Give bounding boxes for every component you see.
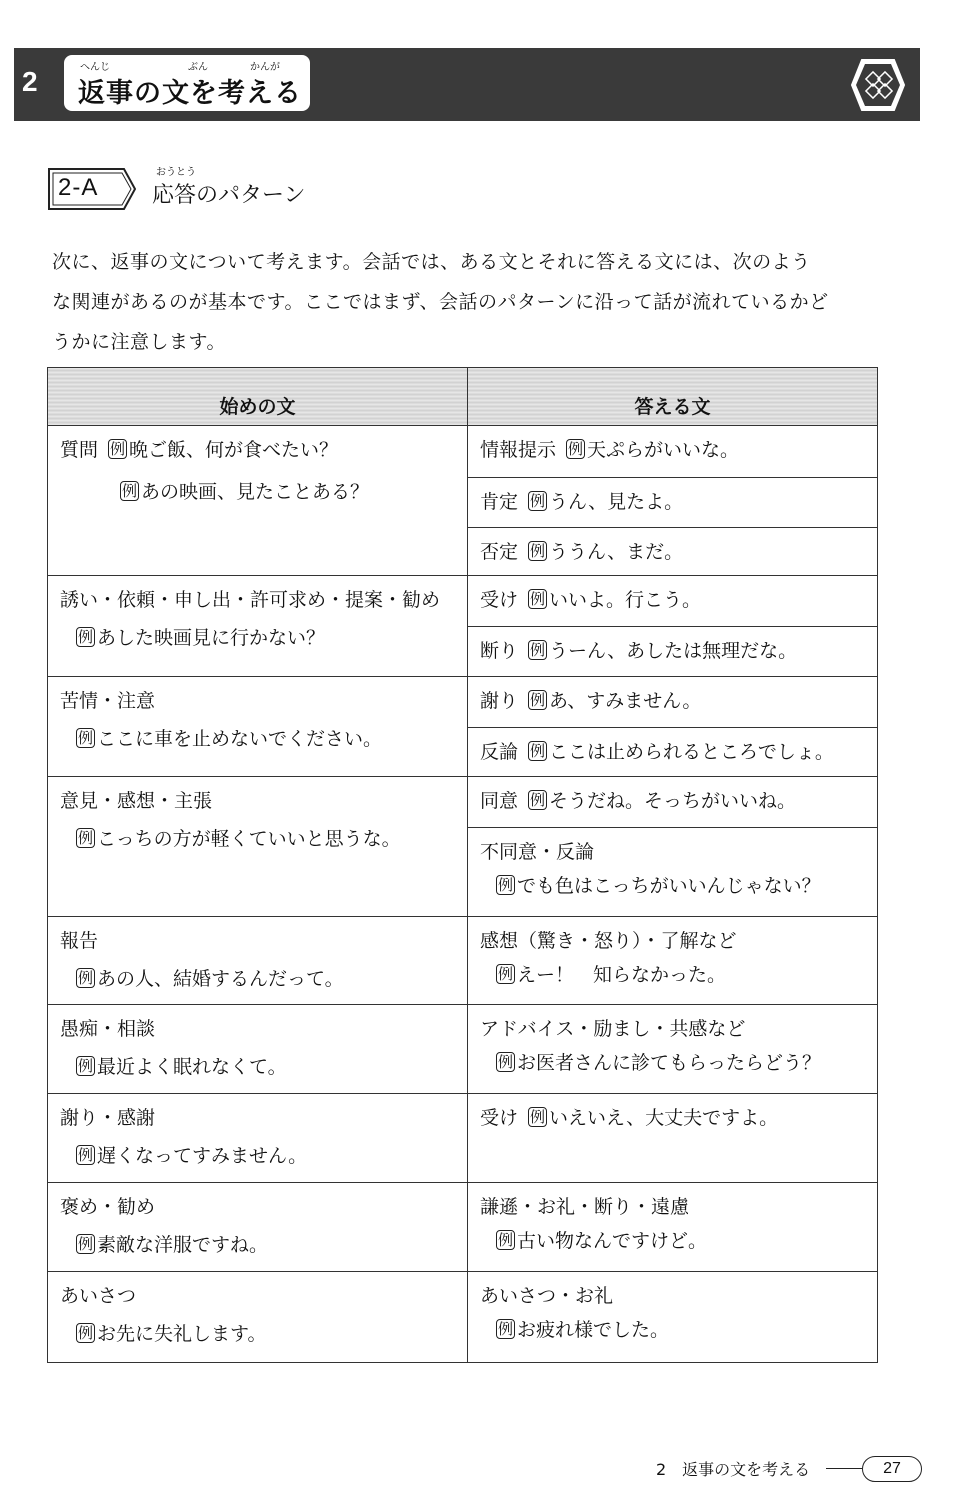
response-sentence-cell: [468, 1005, 878, 1094]
example-text: こっちの方が軽くていいと思うな。: [97, 828, 401, 850]
left-column-content: [48, 917, 467, 1004]
section-title: 応答のパターン: [152, 183, 306, 208]
right-cell: [468, 777, 877, 827]
example-sentence: [108, 439, 338, 461]
example-mark-icon: 例: [498, 876, 514, 894]
example-text: 遅くなってすみません。: [97, 1145, 308, 1167]
opening-sentence-cell: [48, 917, 468, 1005]
page-number: 27: [862, 1456, 922, 1482]
example-sentence: [528, 541, 683, 563]
example-sentence: [566, 439, 739, 461]
example-sentence: [528, 589, 701, 611]
example-text: あ、すみません。: [549, 690, 702, 712]
example-sentence: [76, 626, 457, 650]
category-label: 愚痴・相談: [60, 1018, 156, 1040]
chapter-number: 2: [22, 66, 38, 97]
left-column-content: [48, 1094, 467, 1182]
example-text: あの映画、見たことある？: [141, 481, 370, 503]
category-label: 情報提示: [480, 439, 557, 461]
category-label: 感想（驚き・怒り）・了解など: [480, 930, 737, 952]
right-cell: [468, 477, 877, 527]
example-text: ううん、まだ。: [549, 541, 684, 563]
example-sentence: [76, 1322, 457, 1346]
table-body: [48, 426, 878, 1363]
left-cell: [48, 1183, 467, 1267]
example-text: うーん、あしたは無理だな。: [549, 640, 798, 662]
table-row: [48, 1005, 878, 1094]
example-sentence: [528, 1107, 778, 1129]
example-text: そうだね。そっちがいいね。: [549, 790, 797, 812]
left-column-content: [48, 576, 467, 676]
right-cell: [468, 576, 877, 626]
header-response-sentence: 答える文: [468, 368, 878, 426]
example-sentence: [76, 1144, 457, 1168]
category-label: 謝り・感謝: [60, 1107, 156, 1129]
left-column-content: [48, 777, 467, 916]
right-cell: [468, 727, 877, 776]
footer-rule: [826, 1468, 862, 1469]
left-cell: [48, 1094, 467, 1178]
category-label: 肯定: [480, 491, 519, 513]
example-sentence: [528, 790, 796, 812]
example-mark-icon: 例: [78, 1235, 94, 1253]
example-text: お医者さんに診てもらったらどう？: [517, 1052, 822, 1074]
left-column-content: [48, 426, 467, 575]
category-label: 誘い・依頼・申し出・許可求め・提案・勧め: [60, 589, 441, 611]
category-label: 報告: [60, 930, 99, 952]
example-mark-icon: 例: [498, 1053, 514, 1071]
example-text: 最近よく眠れなくて。: [97, 1056, 287, 1078]
example-text: 古い物なんですけど。: [517, 1230, 708, 1252]
opening-sentence-cell: [48, 677, 468, 777]
example-sentence: [496, 963, 867, 987]
left-cell: [48, 1272, 467, 1356]
example-mark-icon: 例: [530, 791, 546, 809]
knot-emblem-icon: [838, 52, 918, 118]
example-text: あの人、結婚するんだって。: [97, 968, 344, 990]
example-text: 素敵な洋服ですね。: [97, 1234, 269, 1256]
left-cell: [48, 576, 467, 660]
section-tag: 2-A: [58, 174, 99, 201]
opening-sentence-cell: [48, 426, 468, 576]
example-text: ここは止められるところでしょ。: [549, 741, 834, 763]
example-mark-icon: 例: [530, 641, 546, 659]
intro-line: な関連があるのが基本です。ここではまず、会話のパターンに沿って話が流れているかど: [52, 291, 829, 313]
example-text: お先に失礼します。: [97, 1323, 267, 1345]
category-label: 褒め・勧め: [60, 1196, 156, 1218]
response-sentence-cell: [468, 1272, 878, 1363]
category-label: 謙遜・お礼・断り・遠慮: [480, 1196, 690, 1218]
category-label: 質問: [60, 439, 99, 461]
table-row: [48, 576, 878, 677]
example-text: うん、見たよ。: [549, 491, 684, 513]
ruby-henji: へんじ: [80, 62, 110, 73]
category-label: 否定: [480, 541, 519, 563]
table-row: [48, 677, 878, 777]
table-row: [48, 1272, 878, 1363]
example-mark-icon: 例: [110, 440, 126, 458]
right-cell: [468, 827, 877, 916]
left-cell: [48, 426, 467, 472]
example-sentence: [496, 874, 867, 898]
example-text: ここに車を止めないでください。: [97, 728, 383, 750]
table-row: [48, 1183, 878, 1272]
category-label: 反論: [480, 741, 519, 763]
category-label: あいさつ: [60, 1285, 137, 1307]
table-row: [48, 777, 878, 917]
example-mark-icon: 例: [498, 1231, 514, 1249]
opening-sentence-cell: [48, 576, 468, 677]
example-sentence: [76, 727, 457, 751]
left-cell: [48, 917, 467, 1001]
intro-line: うかに注意します。: [52, 331, 226, 353]
example-sentence: [496, 1229, 867, 1253]
example-sentence: [76, 967, 457, 991]
example-sentence: [496, 1051, 867, 1075]
example-mark-icon: 例: [122, 482, 138, 500]
example-mark-icon: 例: [568, 440, 584, 458]
example-mark-icon: 例: [78, 969, 94, 987]
example-mark-icon: 例: [78, 829, 94, 847]
table-row: [48, 426, 878, 576]
category-label: 受け: [480, 589, 519, 611]
right-cell: [468, 1094, 877, 1182]
response-sentence-cell: [468, 426, 878, 576]
example-sentence: [76, 1233, 457, 1257]
example-text: あした映画見に行かない？: [97, 627, 326, 649]
left-cell: [48, 777, 467, 861]
example-mark-icon: 例: [78, 628, 94, 646]
example-mark-icon: 例: [530, 691, 546, 709]
example-text: 晩ご飯、何が食べたい？: [129, 439, 339, 461]
right-cell: [468, 1183, 877, 1271]
category-label: 断り: [480, 640, 519, 662]
response-sentence-cell: [468, 576, 878, 677]
response-sentence-cell: [468, 1183, 878, 1272]
example-sentence: [496, 1318, 867, 1342]
right-cell: [468, 527, 877, 575]
response-sentence-cell: [468, 677, 878, 777]
example-text: お疲れ様でした。: [517, 1319, 670, 1341]
example-mark-icon: 例: [498, 965, 514, 983]
left-column-content: [48, 677, 467, 776]
left-cell: [48, 1005, 467, 1089]
category-label: 謝り: [480, 690, 519, 712]
category-label: 不同意・反論: [480, 841, 595, 863]
example-mark-icon: 例: [530, 590, 546, 608]
opening-sentence-cell: [48, 1183, 468, 1272]
example-sentence: [120, 480, 457, 504]
left-column-content: [48, 1272, 467, 1362]
example-mark-icon: 例: [78, 1146, 94, 1164]
running-footer-title: 2 返事の文を考える: [656, 1460, 811, 1479]
right-cell: [468, 677, 877, 727]
opening-sentence-cell: [48, 1272, 468, 1363]
ruby-bun: ぶん: [188, 62, 208, 73]
chapter-title: 返事の文を考える: [78, 78, 302, 109]
example-text: いえいえ、大丈夫ですよ。: [549, 1107, 779, 1129]
opening-sentence-cell: [48, 1005, 468, 1094]
example-mark-icon: 例: [530, 492, 546, 510]
opening-sentence-cell: [48, 1094, 468, 1183]
category-label: 苦情・注意: [60, 690, 156, 712]
response-sentence-cell: [468, 777, 878, 917]
intro-line: 次に、返事の文について考えます。会話では、ある文とそれに答える文には、次のよう: [52, 251, 811, 273]
opening-sentence-cell: [48, 777, 468, 917]
category-label: 受け: [480, 1107, 519, 1129]
example-sentence: [76, 1055, 457, 1079]
example-mark-icon: 例: [78, 729, 94, 747]
left-column-content: [48, 1005, 467, 1093]
example-text: 天ぷらがいいな。: [587, 439, 740, 461]
example-sentence: [76, 827, 457, 851]
example-sentence: [528, 741, 834, 763]
right-cell: [468, 917, 877, 1004]
header-opening-sentence: 始めの文: [48, 368, 468, 426]
example-mark-icon: 例: [78, 1324, 94, 1342]
ruby-kanga: かんが: [250, 62, 280, 73]
example-sentence: [528, 491, 683, 513]
category-label: あいさつ・お礼: [480, 1285, 614, 1307]
example-sentence: [528, 690, 701, 712]
category-label: 同意: [480, 790, 519, 812]
right-cell: [468, 426, 877, 477]
example-mark-icon: 例: [498, 1320, 514, 1338]
intro-paragraph: [52, 232, 882, 352]
category-label: アドバイス・励まし・共感など: [480, 1018, 746, 1040]
response-sentence-cell: [468, 917, 878, 1005]
table-row: [48, 917, 878, 1005]
table-row: [48, 1094, 878, 1183]
response-pattern-table: [47, 367, 878, 1363]
example-mark-icon: 例: [530, 1108, 546, 1126]
example-mark-icon: 例: [530, 542, 546, 560]
chapter-title-box: [64, 55, 310, 111]
section-title-ruby: おうとう: [156, 167, 196, 178]
right-cell: [468, 1005, 877, 1093]
example-text: いいよ。行こう。: [549, 589, 702, 611]
example-text: えー！ 知らなかった。: [517, 964, 727, 986]
left-cell: [48, 677, 467, 761]
right-cell: [468, 626, 877, 676]
right-cell: [468, 1272, 877, 1362]
example-sentence: [528, 640, 797, 662]
left-column-content: [48, 1183, 467, 1271]
response-sentence-cell: [468, 1094, 878, 1183]
example-mark-icon: 例: [78, 1057, 94, 1075]
category-label: 意見・感想・主張: [60, 790, 213, 812]
example-mark-icon: 例: [530, 742, 546, 760]
example-text: でも色はこっちがいいんじゃない？: [517, 875, 821, 897]
left-cell: [48, 472, 467, 514]
